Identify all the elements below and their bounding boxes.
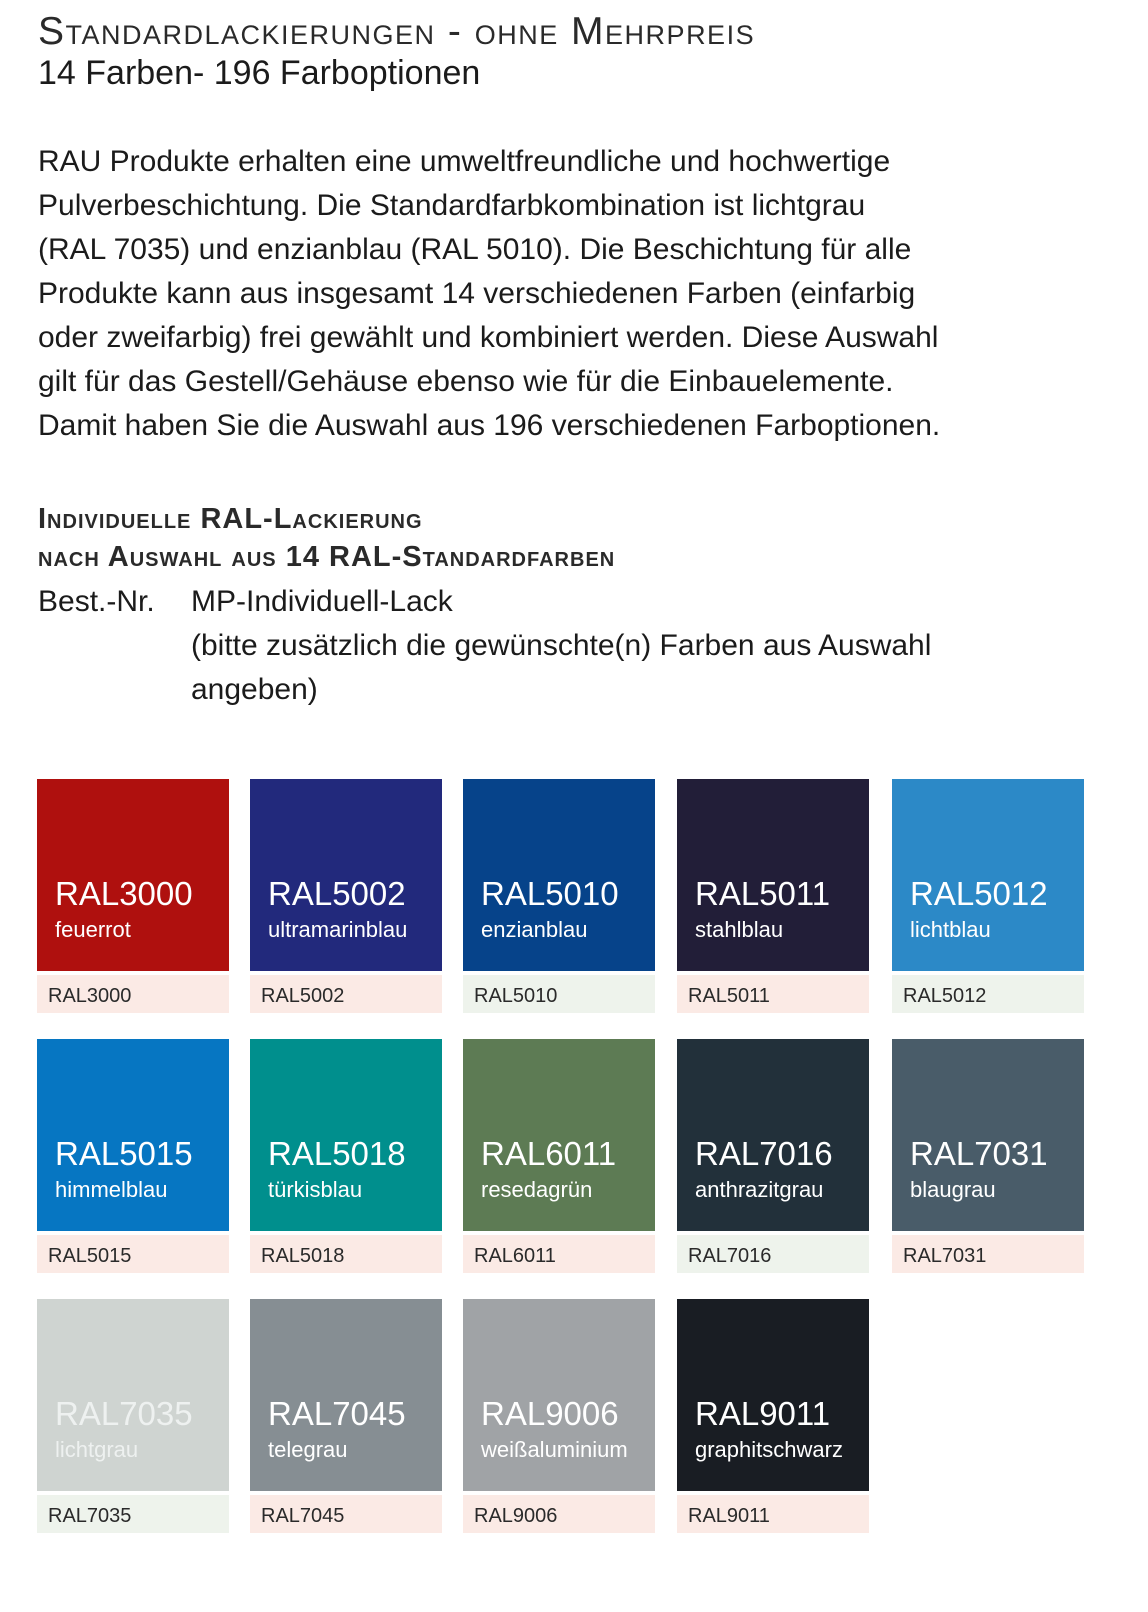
swatch-color-name: telegrau	[268, 1437, 348, 1462]
section-heading	[38, 500, 615, 576]
intro-line: (RAL 7035) und enzianblau (RAL 5010). Die Beschichtung für alle	[38, 233, 912, 266]
swatch-label: RAL5012	[892, 975, 1084, 1013]
section-heading-line: nach Auswahl aus 14 RAL-Standardfarben	[38, 541, 616, 573]
swatch-code: RAL5018	[268, 1135, 406, 1172]
order-number-label: Best.-Nr.	[38, 585, 155, 618]
swatch-color-block	[463, 1039, 655, 1231]
swatch-color-name: anthrazitgrau	[695, 1177, 824, 1202]
section-heading-line: Individuelle RAL-Lackierung	[38, 503, 423, 535]
swatch-color-name: türkisblau	[268, 1177, 363, 1202]
swatch-color-block	[677, 1299, 869, 1491]
swatch-code: RAL5010	[481, 875, 619, 912]
swatch-label: RAL3000	[37, 975, 229, 1013]
swatch-label: RAL7035	[37, 1495, 229, 1533]
swatch-color-name: ultramarinblau	[268, 917, 408, 942]
swatch-color-block	[37, 779, 229, 971]
color-swatch-ral9006	[463, 1299, 655, 1533]
swatch-label: RAL5002	[250, 975, 442, 1013]
swatch-color-name: lichtgrau	[55, 1437, 139, 1462]
swatch-color-name: stahlblau	[695, 917, 784, 942]
swatch-label: RAL9006	[463, 1495, 655, 1533]
swatch-label: RAL7016	[677, 1235, 869, 1273]
swatch-color-block	[677, 779, 869, 971]
order-number-value	[191, 580, 1071, 712]
swatch-code: RAL5002	[268, 875, 406, 912]
swatch-color-block	[892, 1039, 1084, 1231]
swatch-color-block	[463, 1299, 655, 1491]
color-swatch-ral5011	[677, 779, 869, 1013]
swatch-color-block	[463, 779, 655, 971]
color-swatch-ral9011	[677, 1299, 869, 1533]
swatch-color-block	[677, 1039, 869, 1231]
swatch-label: RAL7045	[250, 1495, 442, 1533]
swatch-label: RAL6011	[463, 1235, 655, 1273]
swatch-label: RAL5018	[250, 1235, 442, 1273]
order-note-line: (bitte zusätzlich die gewünschte(n) Farben aus Auswahl	[191, 629, 932, 662]
swatch-color-block	[250, 1299, 442, 1491]
swatch-color-name: weißaluminium	[481, 1437, 628, 1462]
swatch-code: RAL3000	[55, 875, 193, 912]
swatch-code: RAL9011	[695, 1395, 831, 1432]
intro-line: Produkte kann aus insgesamt 14 verschiedenen Farben (einfarbig	[38, 277, 916, 310]
swatch-code: RAL7035	[55, 1395, 193, 1432]
swatch-color-block	[250, 779, 442, 971]
color-swatch-ral7045	[250, 1299, 442, 1533]
order-number: MP-Individuell-Lack	[191, 585, 453, 618]
page-subtitle: 14 Farben- 196 Farboptionen	[38, 54, 481, 92]
color-swatch-ral5010	[463, 779, 655, 1013]
swatch-label: RAL9011	[677, 1495, 869, 1533]
color-swatch-ral7031	[892, 1039, 1084, 1273]
swatch-label: RAL5010	[463, 975, 655, 1013]
intro-line: oder zweifarbig) frei gewählt und kombiniert werden. Diese Auswahl	[38, 321, 939, 354]
color-swatch-ral7035	[37, 1299, 229, 1533]
swatch-code: RAL6011	[481, 1135, 617, 1172]
swatch-code: RAL7045	[268, 1395, 406, 1432]
swatch-color-block	[37, 1039, 229, 1231]
color-swatch-ral7016	[677, 1039, 869, 1273]
swatch-color-block	[37, 1299, 229, 1491]
swatch-color-name: resedagrün	[481, 1177, 593, 1202]
swatch-label: RAL5011	[677, 975, 869, 1013]
swatch-color-name: lichtblau	[910, 917, 991, 942]
intro-paragraph	[38, 140, 1118, 448]
swatch-label: RAL5015	[37, 1235, 229, 1273]
color-swatch-ral5002	[250, 779, 442, 1013]
color-swatch-ral3000	[37, 779, 229, 1013]
page-title: Standardlackierungen - ohne Mehrpreis	[38, 10, 756, 53]
swatch-label: RAL7031	[892, 1235, 1084, 1273]
swatch-code: RAL5015	[55, 1135, 193, 1172]
swatch-code: RAL7031	[910, 1135, 1048, 1172]
swatch-code: RAL5012	[910, 875, 1048, 912]
swatch-code: RAL7016	[695, 1135, 833, 1172]
color-swatch-ral5012	[892, 779, 1084, 1013]
swatch-color-block	[250, 1039, 442, 1231]
intro-line: gilt für das Gestell/Gehäuse ebenso wie für die Einbauelemente.	[38, 365, 894, 398]
color-swatch-ral5015	[37, 1039, 229, 1273]
swatch-color-name: enzianblau	[481, 917, 588, 942]
color-swatch-ral6011	[463, 1039, 655, 1273]
swatch-color-block	[892, 779, 1084, 971]
swatch-color-name: blaugrau	[910, 1177, 996, 1202]
swatch-color-name: feuerrot	[55, 917, 131, 942]
intro-line: Pulverbeschichtung. Die Standardfarbkombination ist lichtgrau	[38, 189, 866, 222]
order-note-line: angeben)	[191, 673, 318, 706]
swatch-code: RAL5011	[695, 875, 831, 912]
swatch-color-name: graphitschwarz	[695, 1437, 843, 1462]
intro-line: RAU Produkte erhalten eine umweltfreundliche und hochwertige	[38, 145, 891, 178]
intro-line: Damit haben Sie die Auswahl aus 196 verschiedenen Farboptionen.	[38, 409, 941, 442]
swatch-color-name: himmelblau	[55, 1177, 168, 1202]
color-swatch-ral5018	[250, 1039, 442, 1273]
swatch-code: RAL9006	[481, 1395, 619, 1432]
